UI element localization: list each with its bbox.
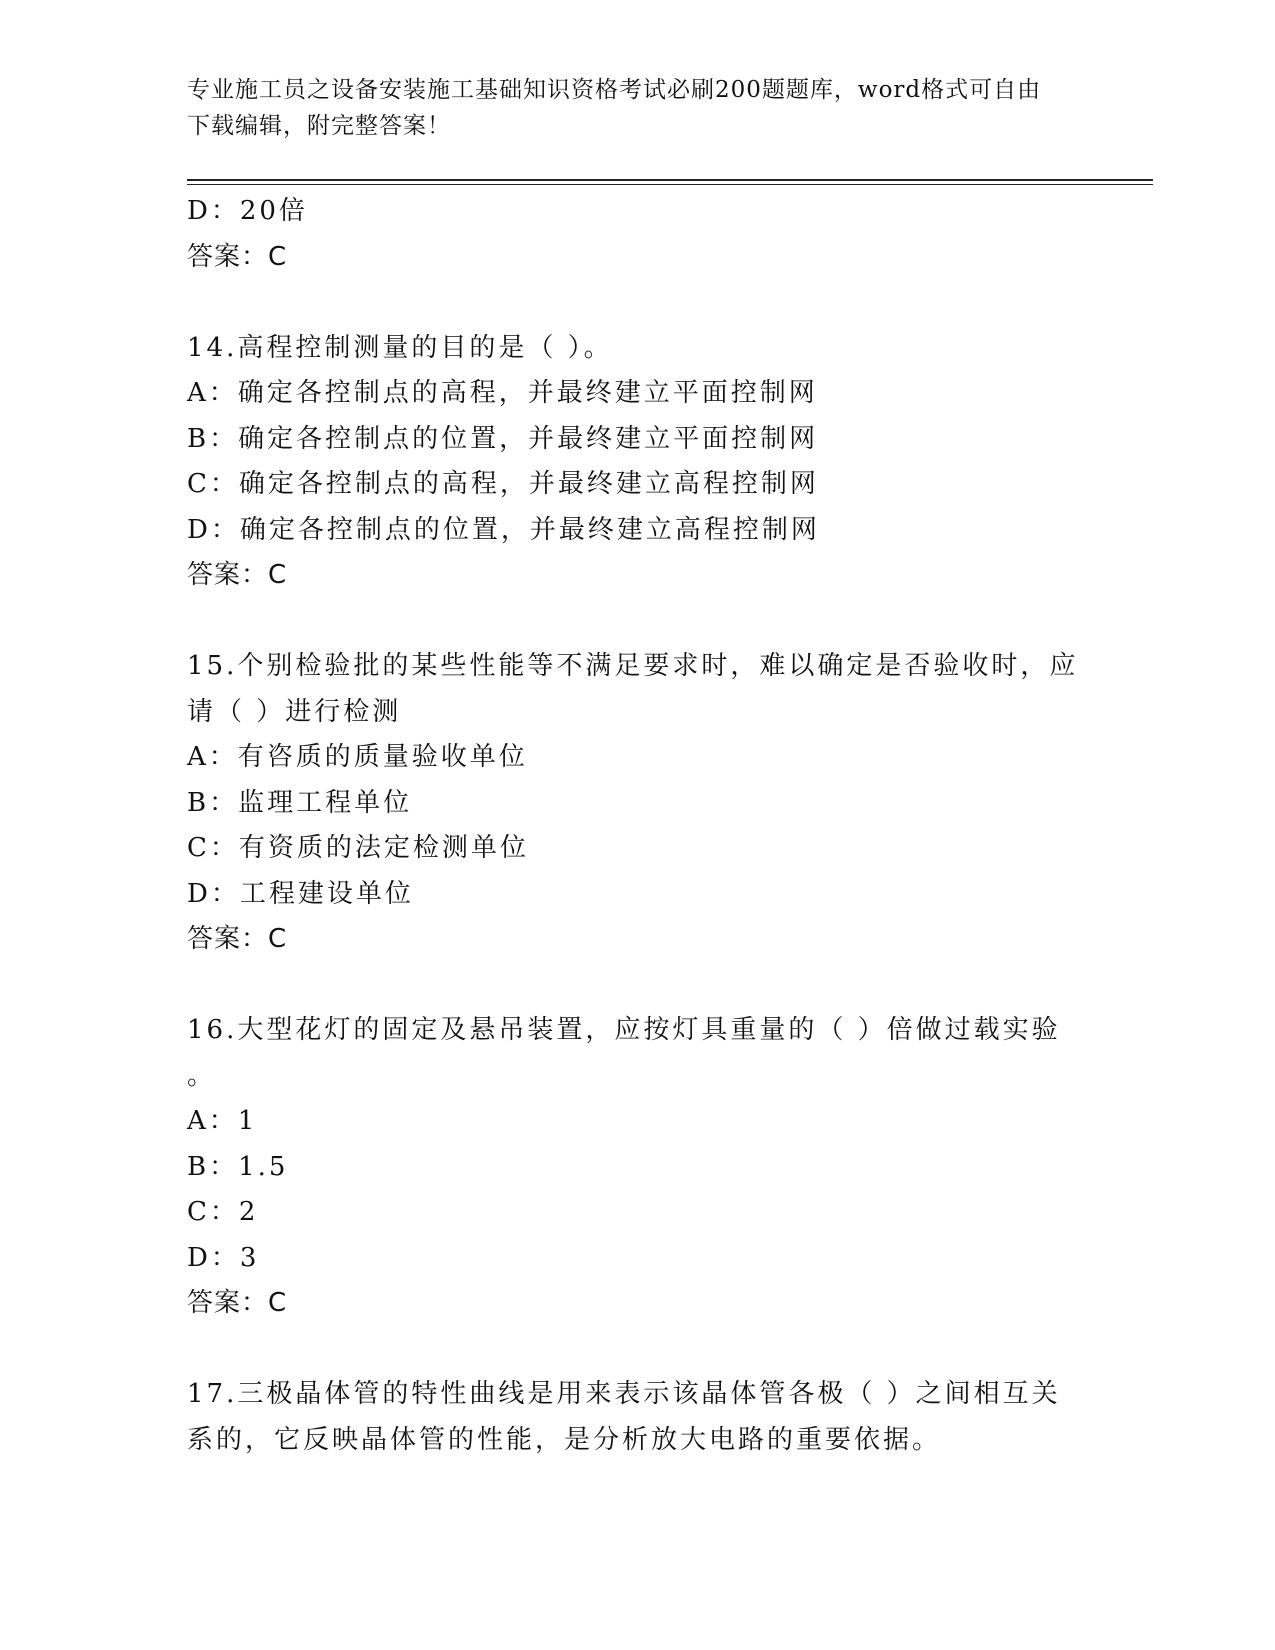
option-a: A：1 <box>187 1106 258 1136</box>
question-title: 17.三极晶体管的特性曲线是用来表示该晶体管各极（ ）之间相互关 <box>187 1379 1061 1409</box>
question-title: 16.大型花灯的固定及悬吊装置，应按灯具重量的（ ）倍做过载实验 <box>187 1015 1061 1045</box>
option-c: C：确定各控制点的高程，并最终建立高程控制网 <box>187 469 819 499</box>
question-block <box>187 326 1087 599</box>
spacer <box>187 280 1087 326</box>
spacer <box>187 1327 1087 1373</box>
answer-line: 答案：C <box>187 241 288 272</box>
option-a: A：有咨质的质量验收单位 <box>187 742 528 772</box>
option-b: B：确定各控制点的位置，并最终建立平面控制网 <box>187 423 819 454</box>
option-d: D：工程建设单位 <box>187 878 414 909</box>
option-a: A：确定各控制点的高程，并最终建立平面控制网 <box>187 378 818 408</box>
option-b: B：监理工程单位 <box>187 787 413 818</box>
header-divider-thick <box>187 179 1153 181</box>
option-d: D：3 <box>187 1242 260 1273</box>
header-divider-thin <box>187 184 1153 185</box>
header-line-1: 专业施工员之设备安装施工基础知识资格考试必刷200题题库，word格式可自由 <box>187 77 1042 103</box>
question-content <box>187 189 1087 1463</box>
answer-line: 答案：C <box>187 924 288 954</box>
question-block <box>187 1008 1087 1327</box>
question-title-continued: 系的，它反映晶体管的性能，是分析放大电路的重要依据。 <box>187 1424 942 1455</box>
option-c: C：有资质的法定检测单位 <box>187 833 529 863</box>
question-title-continued: 。 <box>187 1060 217 1091</box>
question-title-continued: 请（ ）进行检测 <box>187 696 402 727</box>
document-header <box>187 72 1067 144</box>
answer-line: 答案：C <box>187 1288 288 1318</box>
option-c: C：2 <box>187 1197 259 1227</box>
header-line-2: 下载编辑，附完整答案！ <box>187 113 451 139</box>
question-title: 15.个别检验批的某些性能等不满足要求时，难以确定是否验收时，应 <box>187 651 1079 681</box>
option-b: B：1.5 <box>187 1151 289 1182</box>
spacer <box>187 963 1087 1009</box>
question-title: 14.高程控制测量的目的是（ ）。 <box>187 332 613 363</box>
spacer <box>187 599 1087 645</box>
question-block <box>187 1372 1087 1463</box>
answer-line: 答案：C <box>187 560 288 590</box>
question-block <box>187 644 1087 963</box>
option-d: D：确定各控制点的位置，并最终建立高程控制网 <box>187 514 820 545</box>
option-d: D：20倍 <box>187 196 308 226</box>
